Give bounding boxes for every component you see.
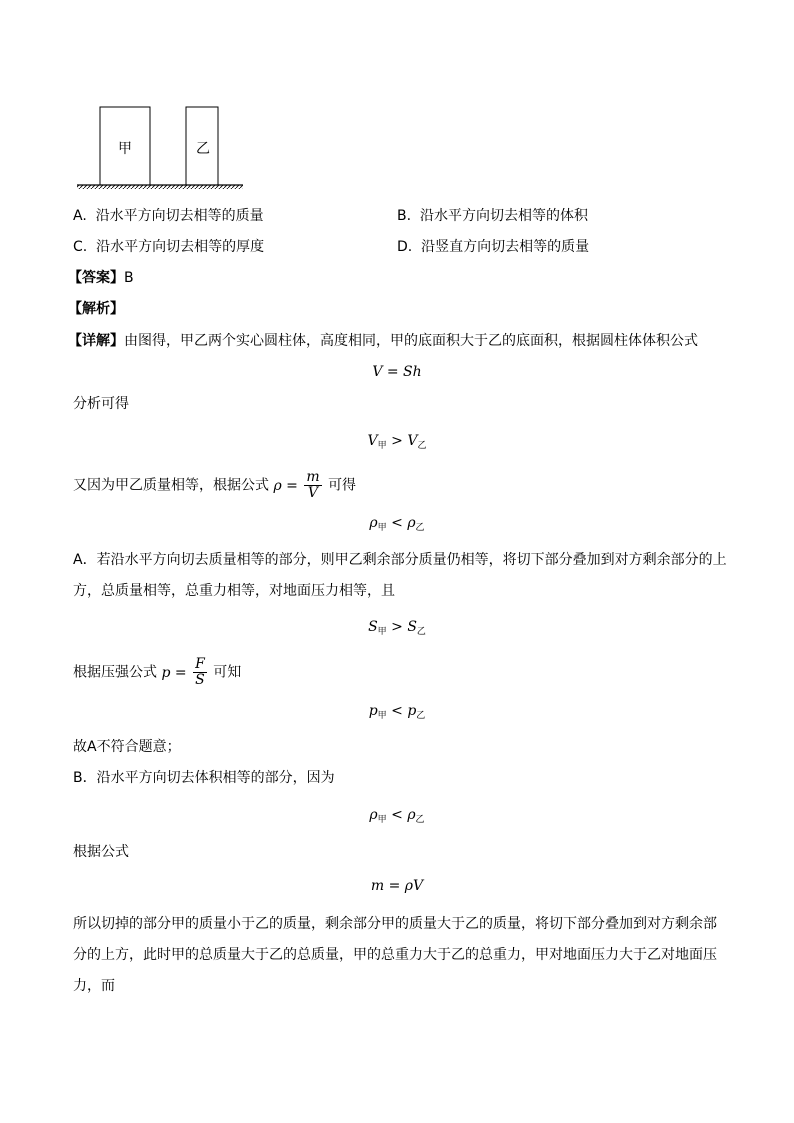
analysis-gives: 分析可得 (73, 396, 129, 412)
option-c-text: 沿水平方向切去相等的厚度 (96, 239, 265, 255)
option-a (73, 206, 264, 226)
answer-value: B (124, 270, 134, 286)
option-b (397, 206, 588, 226)
detail-tag: 【详解】 (68, 333, 124, 349)
formula-intro: 根据公式 (73, 844, 129, 860)
area-compare (0, 617, 794, 642)
v-yi: $V_乙$ (407, 433, 427, 451)
density-compare-2 (0, 805, 794, 830)
option-c (73, 237, 264, 257)
option-d-text: 沿竖直方向切去相等的质量 (421, 239, 590, 255)
lt-sign: < (391, 515, 403, 531)
pressure-intro-text: 根据压强公式 (73, 664, 157, 681)
option-a-text: 沿水平方向切去相等的质量 (95, 208, 264, 224)
block-jia-label: 甲 (118, 141, 132, 157)
density-formula: ρ = $\frac{m}{V}$ (273, 469, 320, 501)
answer-tag: 【答案】 (68, 270, 124, 286)
density-compare (0, 513, 794, 538)
answer-line (68, 268, 134, 288)
density-intro-line (73, 470, 356, 501)
a-line2: 方，总质量相等，总重力相等，对地面压力相等，且 (73, 583, 395, 599)
b-para2: 分的上方，此时甲的总质量大于乙的总质量，甲的总重力大于乙的总重力，甲对地面压力大于乙对地面压 (73, 947, 717, 963)
pressure-fraction: $\frac{F}{S}$ (195, 656, 205, 688)
v-jia: $V_甲$ (367, 433, 387, 451)
rho-jia: $\rho_甲$ (369, 515, 387, 533)
lt-sign-2: < (391, 703, 403, 719)
b-para3: 力，而 (73, 978, 115, 994)
lt-sign-3: < (391, 807, 403, 823)
pressure-intro-line (73, 657, 241, 688)
a-conclusion: 故A不符合题意； (73, 739, 181, 755)
detail-line (68, 331, 698, 351)
mass-formula: m = ρV (370, 878, 424, 894)
pressure-compare (0, 701, 794, 726)
option-b-letter: B. (397, 208, 412, 224)
detail-text: 由图得，甲乙两个实心圆柱体，高度相同，甲的底面积大于乙的底面积，根据圆柱体体积公式 (124, 333, 698, 349)
p-yi: $p_乙$ (407, 703, 426, 721)
option-c-letter: C. (73, 239, 88, 255)
p-jia: $p_甲$ (368, 703, 387, 721)
a-line1: A．若沿水平方向切去质量相等的部分，则甲乙剩余部分质量仍相等，将切下部分叠加到对方剩余部分的上 (73, 552, 727, 568)
b-para1: 所以切掉的部分甲的质量小于乙的质量，剩余部分甲的质量大于乙的质量，将切下部分叠加到对方剩余部 (73, 916, 717, 932)
cylinders-diagram (0, 0, 794, 200)
b-line1: B．沿水平方向切去体积相等的部分，因为 (73, 770, 335, 786)
rho-yi: $\rho_乙$ (407, 515, 425, 533)
s-yi: $S_乙$ (407, 619, 426, 637)
rho-jia-2: $\rho_甲$ (369, 807, 387, 825)
density-after-text: 可得 (328, 477, 357, 494)
analysis-tag: 【解析】 (68, 301, 124, 317)
rho-yi-2: $\rho_乙$ (407, 807, 425, 825)
volume-compare (0, 431, 794, 456)
option-a-letter: A. (73, 208, 87, 224)
ground-hatch (77, 186, 243, 190)
pressure-after-text: 可知 (213, 664, 242, 681)
option-d-letter: D. (397, 239, 413, 255)
pressure-formula: p = $\frac{F}{S}$ (161, 656, 205, 688)
block-yi-label: 乙 (196, 141, 210, 157)
gt-sign-2: > (391, 619, 403, 635)
gt-sign: > (391, 433, 403, 449)
density-fraction: $\frac{m}{V}$ (306, 469, 320, 501)
volume-formula: V = Sh (372, 364, 422, 380)
option-d (397, 237, 589, 257)
density-intro-text: 又因为甲乙质量相等，根据公式 (73, 477, 269, 494)
option-b-text: 沿水平方向切去相等的体积 (419, 208, 588, 224)
s-jia: $S_甲$ (368, 619, 387, 637)
